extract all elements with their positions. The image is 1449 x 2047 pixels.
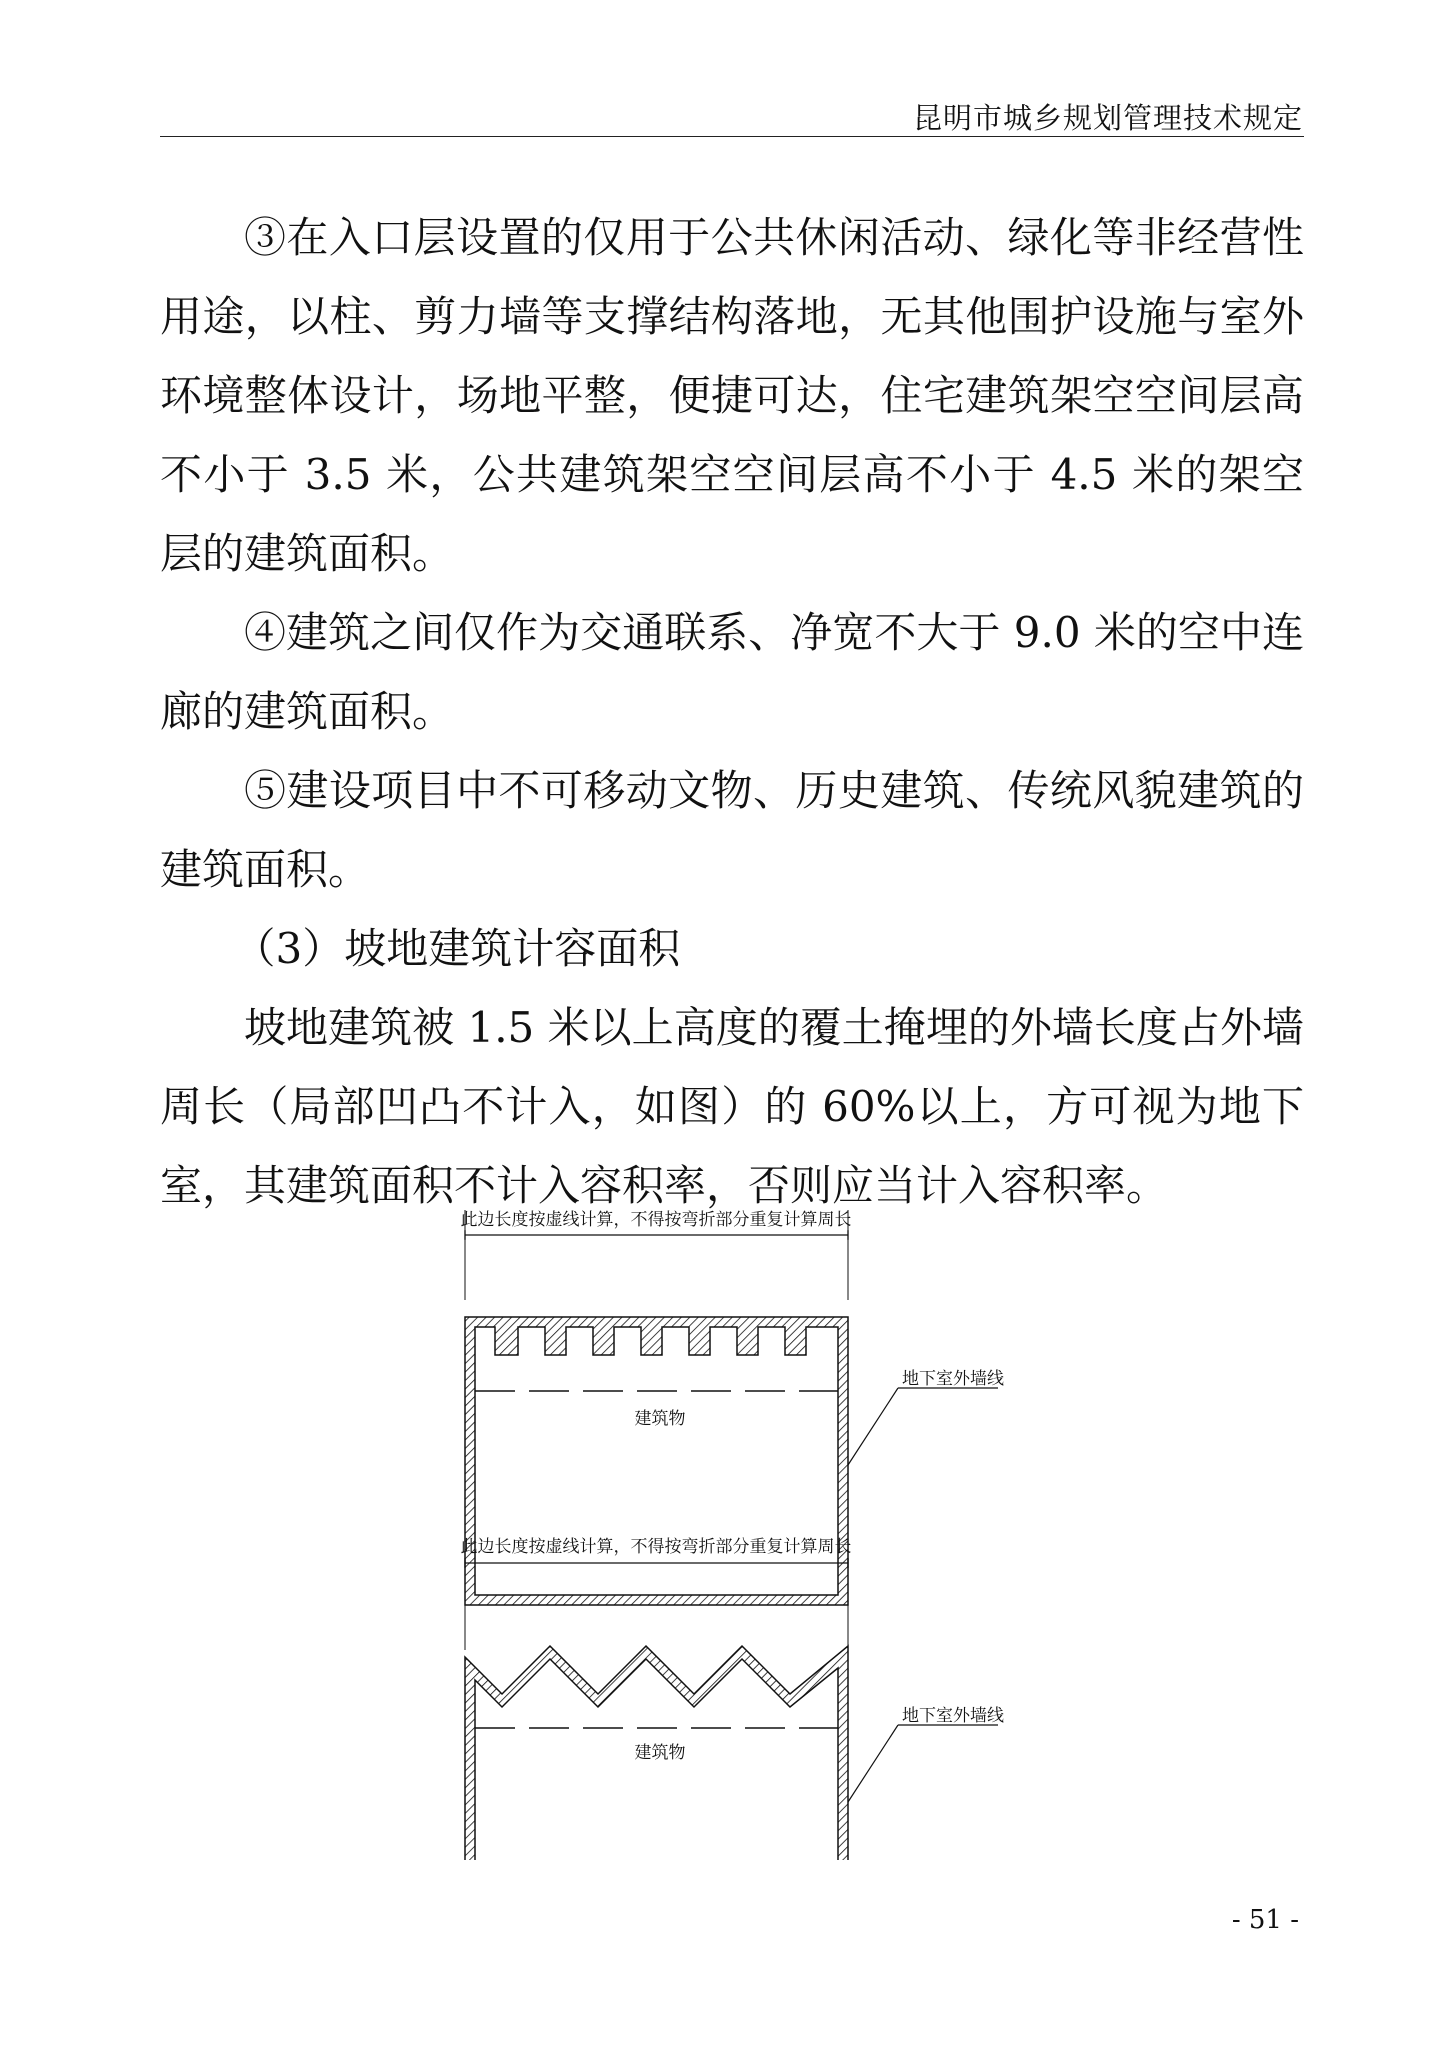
paragraph-item-4: ④建筑之间仅作为交通联系、净宽不大于 9.0 米的空中连廊的建筑面积。	[160, 608, 1304, 736]
basement-wall-label: 地下室外墙线	[902, 1369, 1004, 1389]
diagram-zigzag	[461, 1535, 1005, 1860]
basement-wall-label: 地下室外墙线	[902, 1706, 1004, 1726]
basement-diagrams	[160, 1210, 1304, 1860]
dimension-note: 此边长度按虚线计算，不得按弯折部分重复计算周长	[460, 1537, 852, 1557]
subheading-slope-buildings: （3）坡地建筑计容面积	[233, 924, 681, 973]
page-number: - 51 -	[1231, 1905, 1299, 1935]
wall-leader-line	[848, 1725, 898, 1802]
paragraph-item-5: ⑤建设项目中不可移动文物、历史建筑、传统风貌建筑的建筑面积。	[160, 766, 1304, 894]
basement-perimeter-figure	[160, 1210, 1304, 1860]
dimension-note: 此边长度按虚线计算，不得按弯折部分重复计算周长	[460, 1210, 852, 1230]
wall-leader-line	[848, 1388, 898, 1465]
paragraph-item-3: ③在入口层设置的仅用于公共休闲活动、绿化等非经营性用途，以柱、剪力墙等支撑结构落地，无其他围护设施与室外环境整体设计，场地平整，便捷可达，住宅建筑架空空间层高不小于 3.5 米，公共建筑架空空间层高不小于 4.5 米的架空层的建筑面积。	[160, 213, 1304, 578]
building-label: 建筑物	[634, 1409, 686, 1429]
building-label: 建筑物	[634, 1743, 686, 1763]
header-rule	[160, 136, 1304, 137]
body-text	[160, 198, 1304, 1225]
running-header-title: 昆明市城乡规划管理技术规定	[912, 101, 1303, 135]
basement-wall-outline	[465, 1317, 848, 1605]
paragraph-slope-basement-rule: 坡地建筑被 1.5 米以上高度的覆土掩埋的外墙长度占外墙周长（局部凹凸不计入，如图）的 60%以上，方可视为地下室，其建筑面积不计入容积率，否则应当计入容积率。	[160, 1003, 1304, 1210]
